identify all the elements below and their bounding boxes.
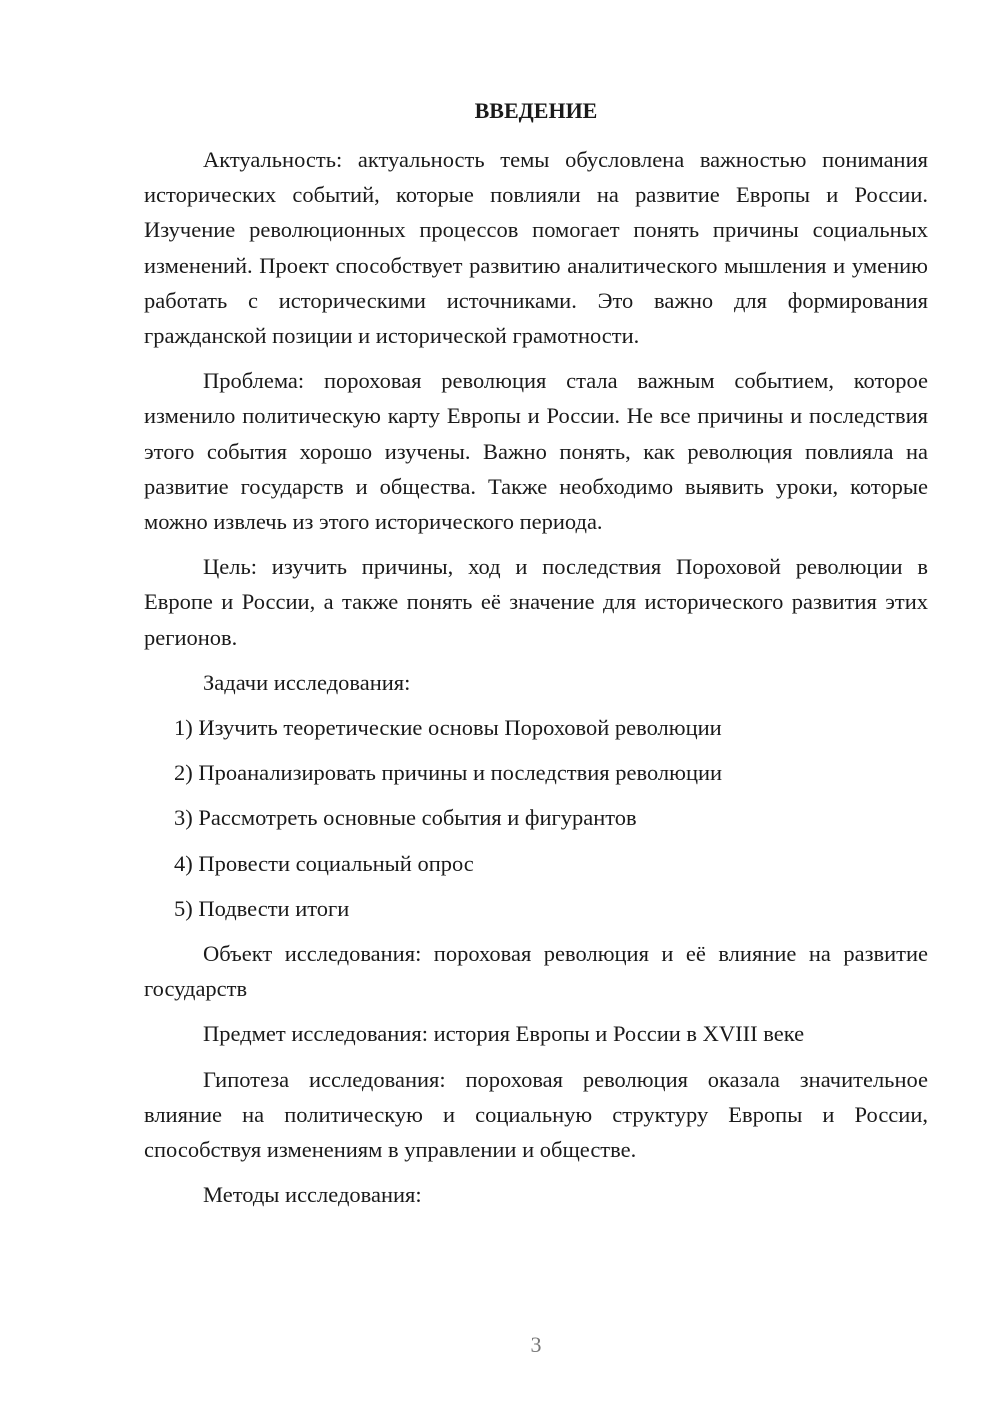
object-paragraph: Объект исследования: пороховая революция и её влияние на развитие государств <box>144 941 928 1002</box>
tasks-heading: Задачи исследования: <box>203 669 411 695</box>
hypothesis-paragraph: Гипотеза исследования: пороховая революция оказала значительное влияние на политическую и социальную структуру Европы и России, способствуя изменениям в управлении и обществе. <box>144 1066 928 1163</box>
problem-paragraph: Проблема: пороховая революция стала важным событием, которое изменило политическую карту Европы и России. Не все причины и последствия этого события хорошо изучены. Важно понять, как революция повлияла на развитие государств и общества. Также необходимо выявить уроки, которые можно извлечь из этого исторического периода. <box>144 368 928 535</box>
section-heading: ВВЕДЕНИЕ <box>474 98 598 123</box>
goal-paragraph: Цель: изучить причины, ход и последствия Пороховой революции в Европе и России, а также понять её значение для исторического развития этих регионов. <box>144 554 928 650</box>
task-item: 2) Проанализировать причины и последствия революции <box>174 760 723 786</box>
tasks-list <box>144 710 928 926</box>
page-number: 3 <box>530 1332 542 1357</box>
page-content <box>144 93 928 1222</box>
task-item: 4) Провести социальный опрос <box>174 850 474 876</box>
methods-heading: Методы исследования: <box>203 1182 422 1208</box>
relevance-paragraph: Актуальность: актуальность темы обусловлена важностью понимания исторических событий, которые повлияли на развитие Европы и России. Изучение революционных процессов помогает понять причины социальных изменений. Проект способствует развитию аналитического мышления и умению работать с историческими источниками. Это важно для формирования гражданской позиции и исторической грамотности. <box>144 147 928 349</box>
task-item: 3) Рассмотреть основные события и фигурантов <box>174 805 637 831</box>
subject-paragraph: Предмет исследования: история Европы и России в XVIII веке <box>203 1021 805 1047</box>
task-item: 1) Изучить теоретические основы Пороховой революции <box>174 715 722 741</box>
task-item: 5) Подвести итоги <box>174 895 350 921</box>
